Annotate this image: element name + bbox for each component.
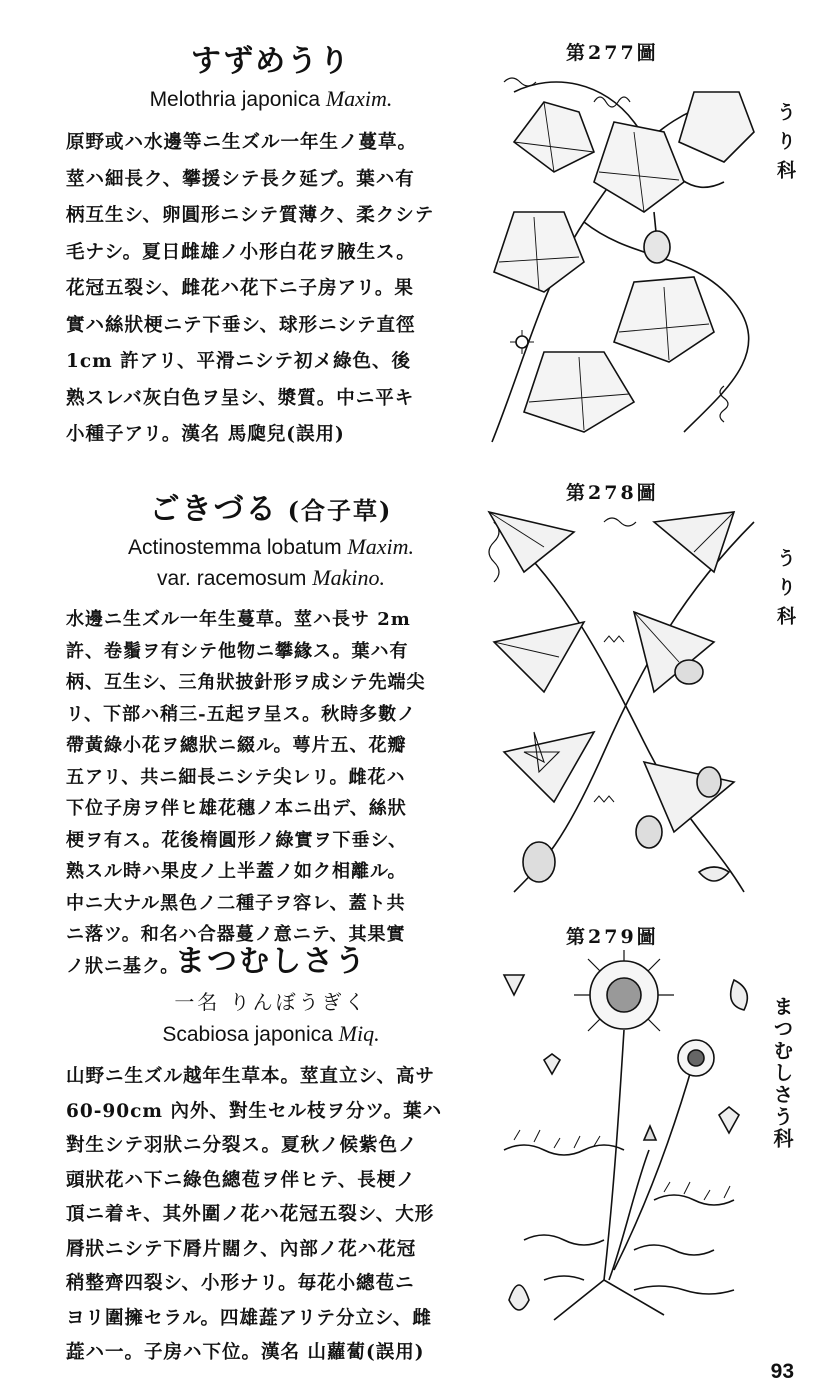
description-line: 五アリ、共ニ細長ニシテ尖レリ。雌花ハ (66, 766, 406, 788)
entry-description (66, 1060, 476, 1371)
description-line: 原野或ハ水邊等ニ生ズル一年生ノ蔓草。 (66, 132, 418, 153)
description-line: 實ハ絲狀梗ニテ下垂シ、球形ニシテ直徑 (66, 314, 416, 336)
description-line: 帶黃綠小花ヲ總狀ニ綴ル。萼片五、花瓣 (66, 735, 407, 756)
figure-label: 第277圖 (566, 42, 659, 64)
entry-title: ごきづる (合子草) (149, 492, 393, 527)
description-line: 稍整齊四裂シ、小形ナリ。毎花小總苞ニ (66, 1273, 415, 1294)
description-line: 許、卷鬚ヲ有シテ他物ニ攀緣ス。葉ハ有 (66, 640, 409, 662)
description-line: 60-90cm 內外、對生セル枝ヲ分ツ。葉ハ (66, 1100, 443, 1122)
description-line: 熟スル時ハ果皮ノ上半蓋ノ如ク相離ル。 (66, 861, 407, 882)
chinese-name: (合子草) (287, 496, 393, 525)
plant-illustration-matsumushisou (484, 950, 764, 1342)
entry-suzumeuri (66, 36, 476, 454)
entry-gokizuru (66, 484, 476, 982)
description-line: 1cm 許アリ、平滑ニシテ初メ綠色、後 (66, 351, 411, 372)
description-line: 對生シテ羽狀ニ分裂ス。夏秋ノ候紫色ノ (66, 1135, 418, 1156)
family-label: うり科 (774, 102, 796, 189)
description-line: 梗ヲ有ス。花後楕圓形ノ綠實ヲ下垂シ、 (66, 829, 408, 851)
description-line: 頂ニ着キ、其外圍ノ花ハ花冠五裂シ、大形 (66, 1204, 435, 1225)
description-line: ニ落ツ。和名ハ合器蔓ノ意ニテ、其果實 (66, 924, 406, 945)
description-line: 小種子アリ。漢名 馬瓟兒(誤用) (66, 424, 345, 445)
entry-description (66, 604, 476, 982)
scientific-name: Melothria japonica Maxim. (149, 86, 393, 111)
entry-description (66, 125, 476, 454)
entry-matsumushisou (66, 936, 476, 1371)
figure-label: 第278圖 (566, 482, 659, 504)
description-line: 中ニ大ナル黑色ノ二種子ヲ容レ、蓋ト共 (66, 892, 406, 914)
alternate-name: 一名 りんぼうぎく (174, 990, 368, 1014)
description-line: リ、下部ハ稍三-五起ヲ呈ス。秋時多數ノ (66, 703, 417, 725)
description-line: 熟スレバ灰白色ヲ呈シ、漿質。中ニ平キ (66, 387, 415, 409)
entry-title: すずめうり (190, 44, 352, 79)
family-label: うり科 (774, 548, 796, 635)
entry-title: まつむしさう (175, 944, 367, 979)
description-line: 莖ハ細長ク、攀援シテ長ク延ブ。葉ハ有 (66, 168, 415, 190)
description-line: 柄、互生シ、三角狀披針形ヲ成シテ先端尖 (66, 672, 426, 693)
scientific-name: Scabiosa japonica Miq. (162, 1021, 380, 1046)
description-line: 脣狀ニシテ下脣片闊ク、內部ノ花ハ花冠 (66, 1238, 417, 1260)
description-line: ノ狀ニ基ク。 (66, 955, 180, 977)
description-line: 毛ナシ。夏日雌雄ノ小形白花ヲ腋生ス。 (66, 241, 416, 263)
description-line: 蕋ハ一。子房ハ下位。漢名 山蘿蔔(誤用) (66, 1342, 425, 1363)
scientific-name: Actinostemma lobatum Maxim. var. racemosum Makino. (127, 534, 415, 590)
description-line: 頭狀花ハ下ニ綠色總苞ヲ伴ヒテ、長梗ノ (66, 1169, 416, 1191)
family-label: まつむしさう科 (770, 996, 794, 1150)
description-line: 下位子房ヲ伴ヒ雄花穗ノ本ニ出デ、絲狀 (66, 798, 407, 819)
page-number: 93 (770, 1360, 794, 1383)
plant-illustration-suzumeuri (484, 62, 762, 450)
description-line: ヨリ圍擁セラル。四雄蕋アリテ分立シ、雌 (66, 1307, 432, 1329)
description-line: 山野ニ生ズル越年生草本。莖直立シ、高サ (66, 1066, 436, 1087)
description-line: 花冠五裂シ、雌花ハ花下ニ子房アリ。果 (66, 278, 414, 299)
description-line: 水邊ニ生ズル一年生蔓草。莖ハ長サ 2m (66, 609, 411, 630)
description-line: 柄互生シ、卵圓形ニシテ質薄ク、柔クシテ (66, 205, 435, 226)
plant-illustration-gokizuru (484, 502, 764, 896)
figure-label: 第279圖 (566, 926, 659, 948)
